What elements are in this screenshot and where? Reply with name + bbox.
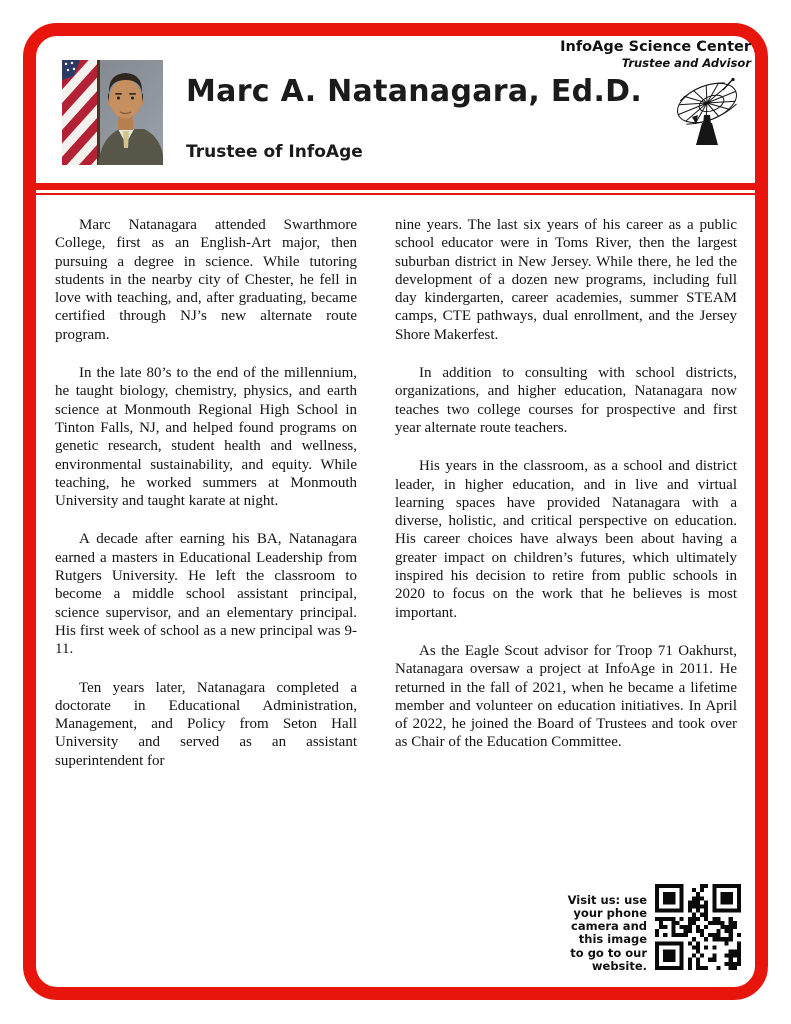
- paragraph: Ten years later, Natanagara completed a doctorate in Educational Administration, Management, and Policy from Seton Hall University and served as an assistant superintendent for: [55, 679, 357, 769]
- portrait-photo: [62, 60, 163, 165]
- qr-caption: [552, 884, 647, 973]
- qr-caption-line: Visit us: use: [567, 892, 647, 907]
- paragraph: A decade after earning his BA, Natanagara earned a masters in Educational Leadership from Rutgers University. He left the classroom to become a middle school assistant principal, science supervisor, and an elementary principal. His first week of school as a new principal was 9-11.: [55, 531, 357, 658]
- right-column: [395, 216, 737, 790]
- flag-pole: [97, 60, 100, 165]
- org-name: InfoAge Science Center: [560, 39, 751, 55]
- qr-caption-line: camera and: [571, 919, 647, 934]
- header: [36, 36, 755, 183]
- qr-caption-line: to go to our: [570, 945, 647, 960]
- qr-caption-line: website.: [591, 958, 647, 973]
- qr-caption-line: your phone: [573, 905, 647, 920]
- qr-code: [653, 884, 743, 970]
- left-column: [55, 216, 357, 790]
- article-body: [55, 216, 737, 790]
- red-border-frame: [23, 23, 768, 1000]
- divider-thick: [23, 183, 768, 190]
- paragraph: nine years. The last six years of his career as a public school educator were in Toms River, then the largest suburban district in New Jersey. While there, he led the development of a dozen new programs, including full day kindergarten, career academies, summer STEAM camps, CTE pathways, dual enrollment, and the Jersey Shore Makerfest.: [395, 217, 737, 343]
- satellite-dish-icon: [663, 77, 751, 152]
- paragraph: As the Eagle Scout advisor for Troop 71 Oakhurst, Natanagara oversaw a project at InfoAge in 2011. He returned in the fall of 2021, when he became a lifetime member and volunteer on education initiatives. In April of 2022, he joined the Board of Trustees and took over as Chair of the Education Committee.: [395, 642, 737, 751]
- paragraph: His years in the classroom, as a school and district leader, in higher education, and in live and virtual learning spaces have provided Natanagara with a diverse, holistic, and critical perspective on education. His career choices have always been about having a greater impact on children’s futures, which ultimately inspired his decision to retire from public schools in 2020 to focus on the work that he believes is most important.: [395, 458, 737, 621]
- paragraph: In addition to consulting with school districts, organizations, and higher education, Natanagara now teaches two college courses for prospective and first year alternate route teachers.: [395, 365, 737, 436]
- org-block: [560, 39, 751, 152]
- paragraph: In the late 80’s to the end of the millennium, he taught biology, chemistry, physics, and earth science at Monmouth Regional High School in Tinton Falls, NJ, and helped found programs on genetic research, student health and wellness, environmental sustainability, and equity. While teaching, he worked summers at Monmouth University and taught karate at night.: [55, 365, 357, 510]
- portrait-photo-graphic: [62, 60, 163, 165]
- page-title: Marc A. Natanagara, Ed.D.: [186, 74, 643, 109]
- org-role: Trustee and Advisor: [621, 56, 751, 70]
- qr-caption-line: this image: [578, 932, 647, 947]
- paragraph: Marc Natanagara attended Swarthmore College, first as an English-Art major, then pursuing a degree in science. While tutoring students in the nearby city of Chester, he fell in love with teaching, and, after graduating, became certified through NJ’s new alternate route program.: [55, 217, 357, 343]
- page-subtitle: Trustee of InfoAge: [186, 142, 363, 162]
- footer: [552, 884, 743, 973]
- divider-thin: [23, 193, 768, 195]
